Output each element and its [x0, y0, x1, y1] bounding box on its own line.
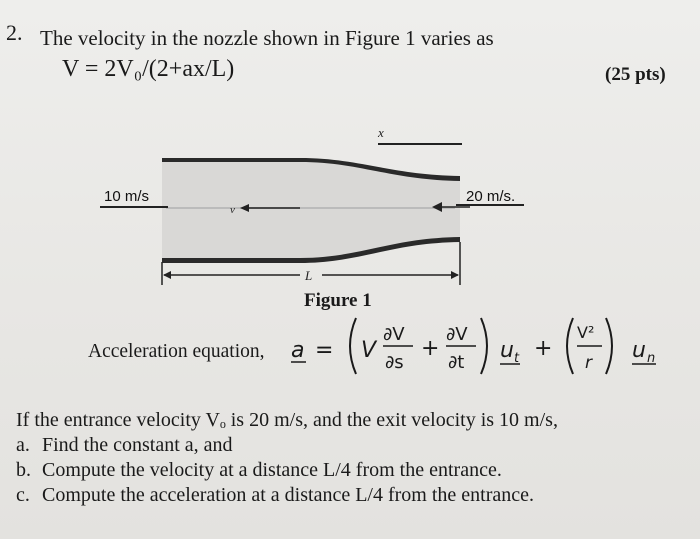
un-subscript: n	[647, 351, 656, 366]
V-symbol: V	[361, 338, 377, 363]
ds-denominator: ∂s	[385, 352, 404, 373]
V2-numerator: V²	[577, 323, 595, 342]
equals-sign: =	[315, 338, 334, 363]
paren-right-2	[606, 318, 612, 374]
question-a	[16, 434, 233, 457]
problem-number: 2.	[6, 20, 23, 45]
question-c-label: c.	[16, 484, 30, 506]
inlet-label: 10 m/s	[104, 188, 150, 205]
paren-left	[350, 318, 356, 374]
ut-subscript: t	[514, 351, 520, 366]
question-b-label: b.	[16, 459, 31, 481]
ut-symbol: u	[500, 338, 514, 363]
paren-right	[481, 318, 487, 374]
question-a-text: Find the constant a, and	[42, 434, 233, 456]
x-label: x	[378, 125, 384, 140]
v-label: v	[230, 204, 235, 216]
outlet-label: 20 m/s.	[466, 188, 516, 205]
dV-numerator: ∂V	[383, 324, 405, 345]
figure-caption: Figure 1	[304, 290, 372, 311]
given-statement: If the entrance velocity Vₒ is 20 m/s, and the exit velocity is 10 m/s,	[16, 409, 558, 431]
velocity-equation: V = 2V₀/(2+ax/L)	[62, 56, 235, 82]
points-label: (25 pts)	[605, 64, 666, 85]
question-c-text: Compute the acceleration at a distance L/4 from the entrance.	[42, 484, 535, 506]
a-symbol: a	[291, 338, 305, 363]
dV-numerator-2: ∂V	[446, 324, 468, 345]
problem-intro: The velocity in the nozzle shown in Figure 1 varies as	[40, 26, 494, 50]
dt-denominator: ∂t	[448, 352, 465, 373]
question-a-label: a.	[16, 434, 30, 456]
plus-2: +	[534, 336, 553, 361]
paren-left-2	[567, 318, 573, 374]
length-label: L	[305, 268, 313, 283]
r-denominator: r	[585, 353, 592, 373]
question-c	[16, 484, 534, 507]
question-b	[16, 459, 502, 482]
plus-1: +	[421, 336, 440, 361]
acceleration-label: Acceleration equation,	[88, 341, 265, 362]
question-b-text: Compute the velocity at a distance L/4 from the entrance.	[42, 459, 502, 481]
un-symbol: u	[632, 338, 646, 363]
